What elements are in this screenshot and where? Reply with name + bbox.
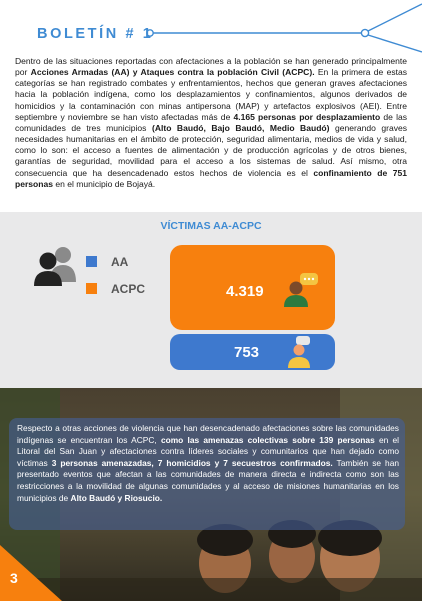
acpc-value: 4.319	[226, 283, 264, 300]
person-speech-icon	[282, 273, 322, 307]
person-speech-icon	[286, 336, 316, 370]
legend-label: ACPC	[111, 281, 146, 296]
aa-box	[170, 334, 335, 370]
page-number: 3	[10, 570, 18, 586]
legend-item-acpc	[86, 275, 145, 302]
legend-swatch-acpc	[86, 283, 97, 294]
victims-title: VÍCTIMAS AA-ACPC	[160, 220, 262, 232]
intro-paragraph: Dentro de las situaciones reportadas con afectaciones a la población se han generado principalmente por Acciones Armadas (AA) y Ataques contra la población Civil (ACPC). En la primera de estas categorías se han registrado combates y enfrentamientos, hechos que generan graves afectaciones hacia la población indígena, como los desplazamientos y confinamientos, algunos derivados de homicidios y la contaminación con minas antipersona (MAP) y artefactos explosivos (AEI). Entre septiembre y noviembre se han visto afectadas más de 4.165 personas por desplazamiento de las comunidades de tres municipios (Alto Baudó, Bajo Baudó, Medio Baudó) generando graves necesidades humanitarias en el ámbito de protección, seguridad alimentaria, medios de vida y salud, como lo son: el acceso a fuentes de alimentación y de producción agrícolas y de otros bienes, garantías de seguridad, movilidad para el acceso a los sistemas de salud. Así mismo, otra consecuencia que ha desencadenado estos hechos de violencia es el confinamiento de 751 personas en el municipio de Bojayá.	[15, 56, 408, 189]
legend-item-aa	[86, 248, 145, 275]
overlay-paragraph: Respecto a otras acciones de violencia que han desencadenado afectaciones sobre las comunidades indígenas se encuentran los ACPC, como las amenazas colectivas sobre 139 personas en el Litoral del San Juan y afectaciones contra líderes sociales y comunitarios que han dejado como víctimas 3 personas amenazadas, 7 homicidios y 7 secuestros confirmados. También se han presentado eventos que afectan a las comunidades de manera directa e indirecta como son las restricciones a la movilidad de algunas comunidades y al acceso de misiones humanitarias en los municipios de Alto Baudó y Riosucio.	[17, 423, 400, 503]
people-icon	[34, 244, 80, 286]
legend	[86, 248, 145, 302]
header	[0, 0, 422, 55]
aa-value: 753	[234, 344, 260, 361]
page-title: BOLETÍN # 1	[37, 26, 154, 42]
legend-swatch-aa	[86, 256, 97, 267]
legend-label: AA	[111, 254, 129, 269]
acpc-box	[170, 245, 335, 330]
